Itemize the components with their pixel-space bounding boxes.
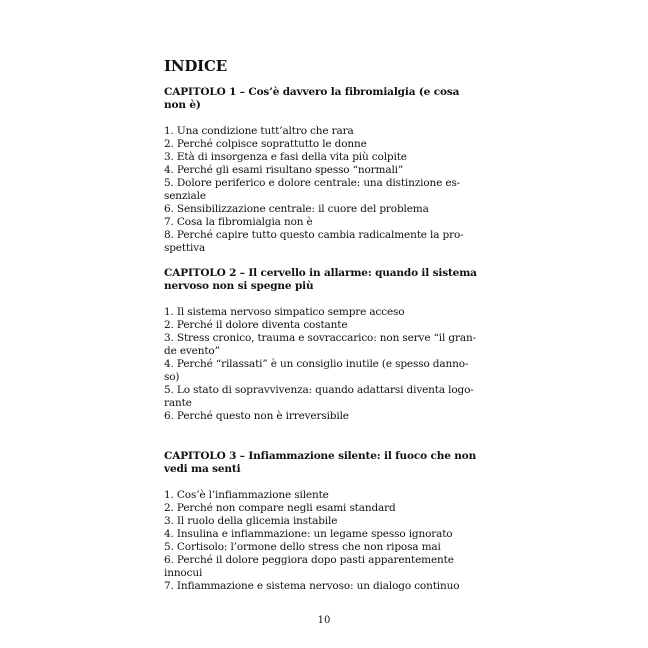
list-item-line: innocui bbox=[164, 567, 203, 579]
list-item-line: 3. Stress cronico, trauma e sovraccarico: non serve “il gran- bbox=[164, 332, 476, 344]
list-item-line: 2. Perché non compare negli esami standard bbox=[164, 502, 396, 514]
list-item bbox=[164, 384, 484, 410]
list-item-line: 4. Perché gli esami risultano spesso “normali” bbox=[164, 164, 404, 176]
chapter-3-items bbox=[164, 489, 484, 593]
chapter-2-heading bbox=[164, 267, 484, 293]
list-item-line: 4. Insulina e infiammazione: un legame spesso ignorato bbox=[164, 528, 453, 540]
list-item bbox=[164, 541, 484, 554]
page-number: 10 bbox=[317, 615, 331, 626]
list-item-line: 5. Cortisolo: l’ormone dello stress che non riposa mai bbox=[164, 541, 441, 553]
table-of-contents bbox=[164, 56, 484, 592]
list-item bbox=[164, 306, 484, 319]
list-item bbox=[164, 203, 484, 216]
chapter-heading-line: vedi ma senti bbox=[164, 463, 241, 475]
list-item-line: spettiva bbox=[164, 242, 206, 254]
list-item bbox=[164, 177, 484, 203]
list-item bbox=[164, 358, 484, 384]
chapter-heading-line: CAPITOLO 1 – Cos’è davvero la fibromialgia (e cosa non è) bbox=[164, 86, 460, 111]
list-item bbox=[164, 125, 484, 138]
list-item-line: so) bbox=[164, 371, 180, 383]
list-item-line: 7. Cosa la fibromialgia non è bbox=[164, 216, 313, 228]
list-item bbox=[164, 554, 484, 580]
list-item bbox=[164, 138, 484, 151]
list-item-line: 1. Una condizione tutt’altro che rara bbox=[164, 125, 354, 137]
list-item bbox=[164, 319, 484, 332]
chapter-3-section bbox=[164, 450, 484, 593]
list-item-line: 3. Il ruolo della glicemia instabile bbox=[164, 515, 338, 527]
list-item-line: 2. Perché il dolore diventa costante bbox=[164, 319, 348, 331]
chapter-2-section bbox=[164, 267, 484, 423]
list-item bbox=[164, 515, 484, 528]
list-item-line: 8. Perché capire tutto questo cambia radicalmente la pro- bbox=[164, 229, 464, 241]
list-item bbox=[164, 216, 484, 229]
chapter-heading-line: CAPITOLO 3 – Infiammazione silente: il fuoco che non bbox=[164, 450, 477, 462]
list-item-line: 6. Perché il dolore peggiora dopo pasti apparentemente bbox=[164, 554, 454, 566]
list-item-line: de evento” bbox=[164, 345, 220, 357]
list-item bbox=[164, 580, 484, 593]
chapter-1-heading bbox=[164, 86, 484, 112]
page-title: INDICE bbox=[164, 57, 227, 75]
list-item-line: 4. Perché “rilassati” è un consiglio inutile (e spesso danno- bbox=[164, 358, 469, 370]
list-item bbox=[164, 528, 484, 541]
list-item-line: 6. Sensibilizzazione centrale: il cuore del problema bbox=[164, 203, 429, 215]
chapter-3-heading bbox=[164, 450, 484, 476]
list-item-line: 5. Lo stato di sopravvivenza: quando adattarsi diventa logo- bbox=[164, 384, 474, 396]
list-item bbox=[164, 164, 484, 177]
list-item-line: 7. Infiammazione e sistema nervoso: un dialogo continuo bbox=[164, 580, 460, 592]
list-item-line: 5. Dolore periferico e dolore centrale: una distinzione es- bbox=[164, 177, 461, 189]
list-item bbox=[164, 332, 484, 358]
list-item bbox=[164, 410, 484, 423]
list-item-line: 2. Perché colpisce soprattutto le donne bbox=[164, 138, 367, 150]
list-item-line: 3. Età di insorgenza e fasi della vita più colpite bbox=[164, 151, 407, 163]
list-item bbox=[164, 229, 484, 255]
list-item bbox=[164, 151, 484, 164]
list-item bbox=[164, 502, 484, 515]
chapter-heading-line: CAPITOLO 2 – Il cervello in allarme: quando il sistema bbox=[164, 267, 477, 279]
list-item-line: 6. Perché questo non è irreversibile bbox=[164, 410, 349, 422]
chapter-heading-line: nervoso non si spegne più bbox=[164, 280, 314, 292]
chapter-2-items bbox=[164, 306, 484, 423]
list-item bbox=[164, 489, 484, 502]
chapter-1-items bbox=[164, 125, 484, 255]
list-item-line: 1. Cos’è l’infiammazione silente bbox=[164, 489, 329, 501]
list-item-line: 1. Il sistema nervoso simpatico sempre acceso bbox=[164, 306, 405, 318]
list-item-line: rante bbox=[164, 397, 192, 409]
list-item-line: senziale bbox=[164, 190, 206, 202]
chapter-1-section bbox=[164, 86, 484, 255]
